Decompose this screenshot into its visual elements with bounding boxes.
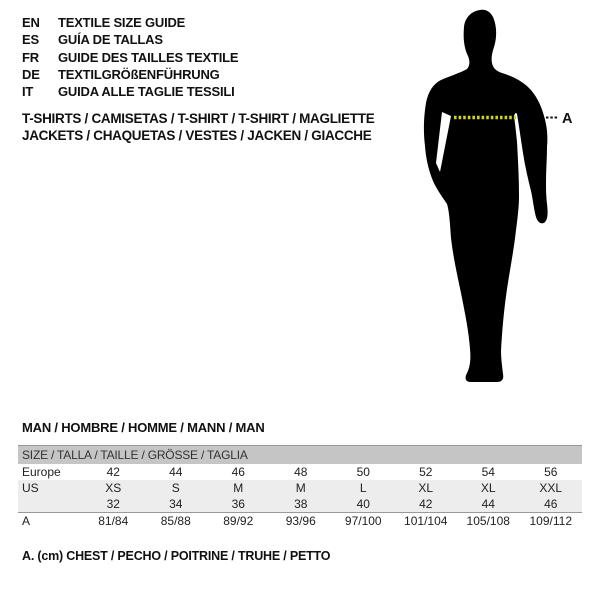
size-cell: XS (105, 481, 122, 495)
language-text: GUIDE DES TAILLES TEXTILE (58, 49, 239, 65)
measure-label-a: A (562, 111, 573, 127)
size-cell: 105/108 (457, 513, 520, 530)
size-cell: L (359, 481, 367, 495)
size-cell: 38 (294, 497, 308, 511)
size-cell: XXL (539, 481, 563, 495)
man-figure-svg (390, 0, 600, 400)
category-jackets: JACKETS / CHAQUETAS / VESTES / JACKEN / GIACCHE (22, 128, 372, 144)
language-text: TEXTILGRÖßENFÜHRUNG (58, 67, 220, 83)
table-header-row (18, 446, 582, 465)
language-row-fr (22, 49, 238, 66)
size-cell: 42 (419, 497, 433, 511)
size-cell: 46 (231, 465, 245, 479)
row-label: US (22, 481, 39, 495)
language-text: GUIDA ALLE TAGLIE TESSILI (58, 84, 235, 100)
table-row-numeric (18, 496, 582, 513)
language-code: ES (22, 32, 39, 48)
category-tshirts: T-SHIRTS / CAMISETAS / T-SHIRT / T-SHIRT / MAGLIETTE (22, 111, 375, 126)
language-code: EN (22, 15, 40, 31)
language-text: GUÍA DE TALLAS (58, 32, 163, 48)
category-list (22, 110, 374, 145)
language-code: FR (22, 49, 39, 65)
size-cell: 97/100 (332, 513, 395, 530)
language-row-de (22, 66, 238, 83)
size-cell: 40 (356, 497, 370, 511)
size-cell: 93/96 (270, 513, 333, 530)
language-row-en (22, 14, 238, 31)
section-heading-man: MAN / HOMBRE / HOMME / MANN / MAN (22, 420, 265, 435)
language-text: TEXTILE SIZE GUIDE (58, 15, 186, 31)
man-silhouette (424, 10, 548, 382)
size-cell: XL (480, 481, 496, 495)
size-cell: 32 (106, 497, 120, 511)
figure-man (390, 0, 600, 400)
table-row-chest-a (18, 513, 582, 530)
table-row-us (18, 480, 582, 496)
language-code: IT (22, 84, 34, 100)
size-cell: S (171, 481, 180, 495)
size-cell: 81/84 (82, 513, 145, 530)
size-cell: 48 (294, 465, 308, 479)
size-cell: 44 (169, 465, 183, 479)
size-cell: 44 (481, 497, 495, 511)
size-cell: 89/92 (207, 513, 270, 530)
size-cell: XL (418, 481, 434, 495)
size-cell: 42 (106, 465, 120, 479)
size-cell: 56 (544, 465, 558, 479)
language-row-es (22, 31, 238, 48)
size-cell: 36 (231, 497, 245, 511)
row-label: Europe (22, 465, 61, 479)
row-label: A (18, 513, 82, 530)
size-cell: M (295, 481, 306, 495)
size-cell: 101/104 (395, 513, 458, 530)
language-row-it (22, 83, 238, 100)
size-cell: 54 (481, 465, 495, 479)
table-row-europe (18, 464, 582, 480)
size-cell: 109/112 (520, 513, 583, 530)
size-cell: 50 (356, 465, 370, 479)
size-cell: 34 (169, 497, 183, 511)
row-label (18, 496, 82, 513)
language-code: DE (22, 67, 40, 83)
measurement-note: A. (cm) CHEST / PECHO / POITRINE / TRUHE / PETTO (22, 549, 331, 563)
size-cell: 46 (544, 497, 558, 511)
size-cell: M (233, 481, 244, 495)
table-title: SIZE / TALLA / TAILLE / GRÖSSE / TAGLIA (18, 446, 582, 465)
size-cell: 52 (419, 465, 433, 479)
size-table (18, 445, 582, 529)
size-cell: 85/88 (145, 513, 208, 530)
language-list (22, 14, 238, 100)
